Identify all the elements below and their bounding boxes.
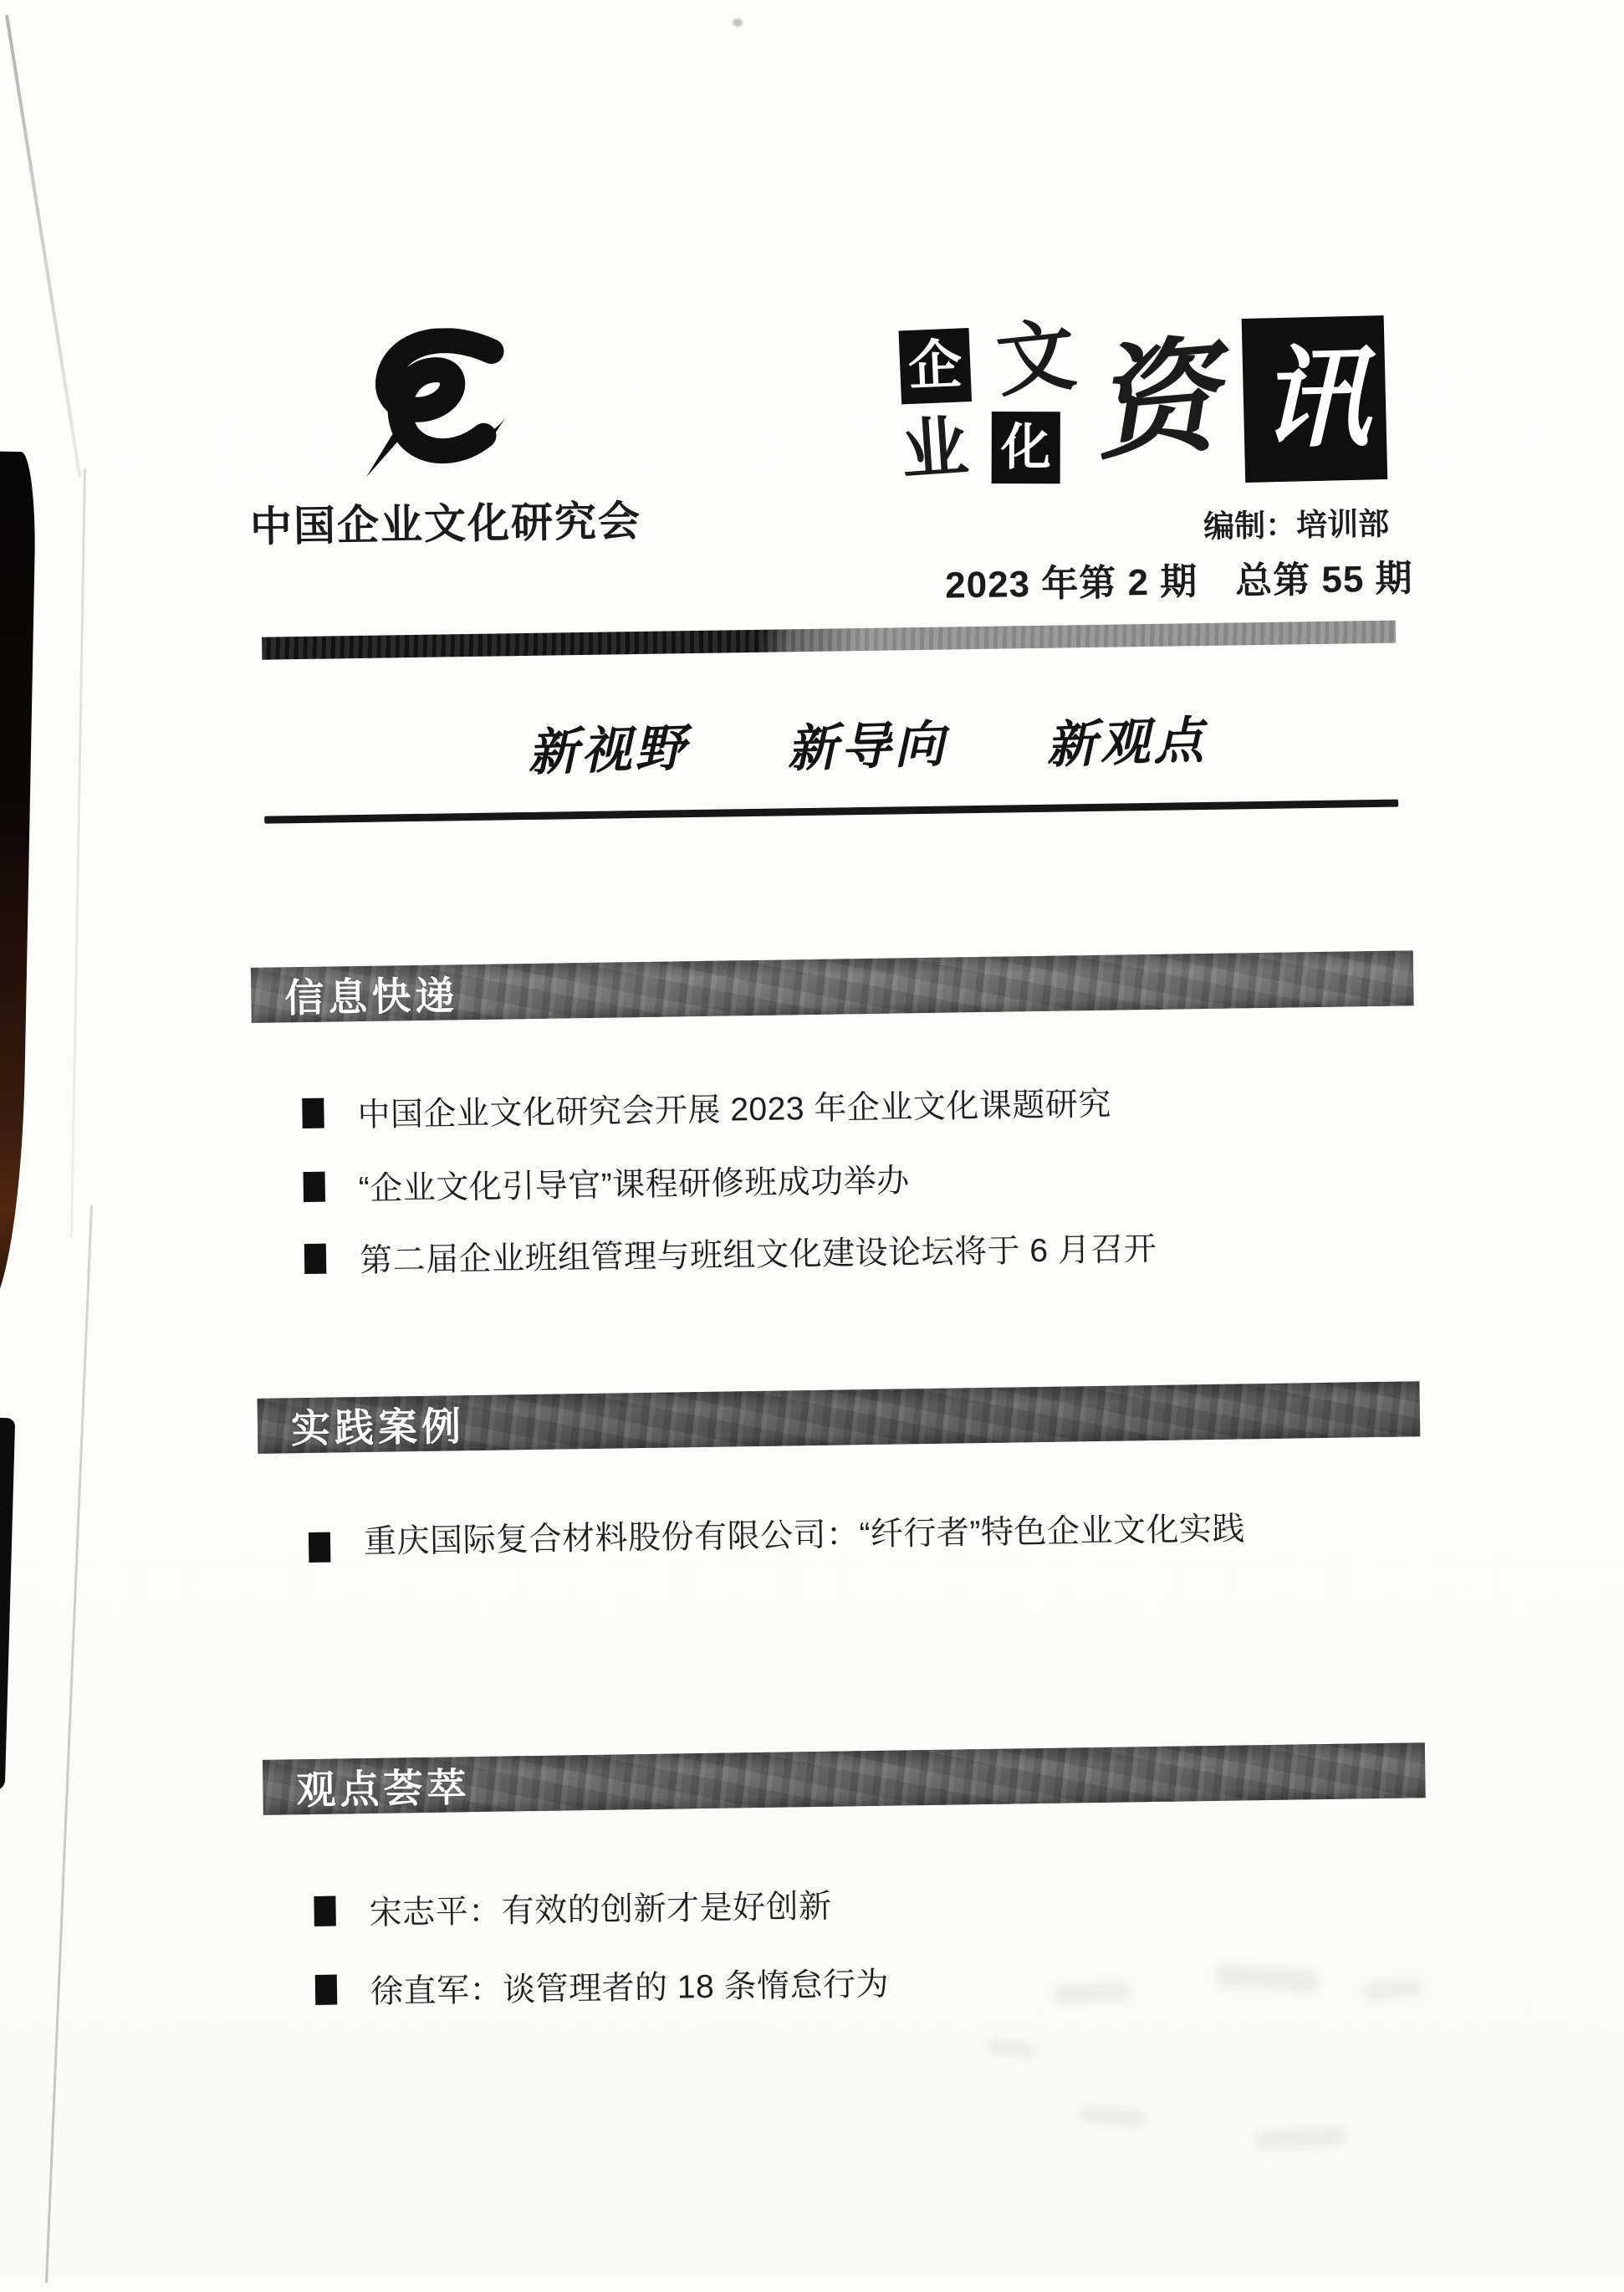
- bullet-square-icon: [302, 1098, 324, 1128]
- slogan-word-1: 新视野: [527, 719, 690, 783]
- toc-item: [309, 1506, 1246, 1560]
- section-title: 实践案例: [290, 1403, 466, 1450]
- toc-item: [302, 1082, 1111, 1133]
- title-char-xun: 讯: [1242, 315, 1388, 483]
- org-name: 中国企业文化研究会: [249, 497, 642, 550]
- toc-item-text: 第二届企业班组管理与班组文化建设论坛将于 6 月召开: [359, 1230, 1157, 1280]
- title-char-qi: 企: [899, 328, 973, 404]
- slogan-word-3: 新观点: [1045, 711, 1208, 775]
- bullet-square-icon: [304, 1244, 327, 1274]
- toc-item-text: 徐直军：谈管理者的 18 条惰怠行为: [370, 1966, 890, 2010]
- bullet-square-icon: [314, 1896, 336, 1926]
- title-char-wen: 文: [992, 309, 1080, 409]
- title-char-ye: 业: [898, 407, 971, 490]
- section-title: 信息快递: [284, 972, 459, 1020]
- slogan-underline-rule: [264, 800, 1398, 824]
- editor-line: 编制：培训部: [1203, 506, 1390, 544]
- section-bar-viewpoints: [263, 1742, 1426, 1815]
- brush-e-logo-icon: [350, 327, 529, 483]
- toc-item: [315, 1962, 890, 2010]
- slogan: [527, 702, 1207, 784]
- title-char-hua: 化: [992, 412, 1060, 483]
- masthead-rule: [262, 621, 1396, 660]
- toc-item: [303, 1158, 910, 1207]
- bullet-square-icon: [303, 1172, 325, 1202]
- toc-item: [304, 1226, 1157, 1279]
- toc-item-text: 重庆国际复合材料股份有限公司：“纤行者”特色企业文化实践: [363, 1511, 1246, 1561]
- bullet-square-icon: [315, 1975, 338, 2005]
- toc-item-text: 宋志平：有效的创新才是好创新: [369, 1888, 832, 1931]
- slogan-word-2: 新导向: [786, 714, 949, 780]
- toc-item-text: 中国企业文化研究会开展 2023 年企业文化课题研究: [357, 1086, 1112, 1134]
- section-title: 观点荟萃: [296, 1764, 471, 1812]
- section-bar-info-express: [251, 950, 1414, 1023]
- section-bar-practice-cases: [258, 1381, 1421, 1454]
- issue-line: 2023 年第 2 期 总第 55 期: [944, 558, 1413, 606]
- title-char-zi: 资: [1086, 321, 1223, 478]
- toc-item-text: “企业文化引导官”课程研修班成功举办: [358, 1163, 911, 1208]
- toc-item: [314, 1884, 832, 1931]
- bullet-square-icon: [309, 1532, 331, 1563]
